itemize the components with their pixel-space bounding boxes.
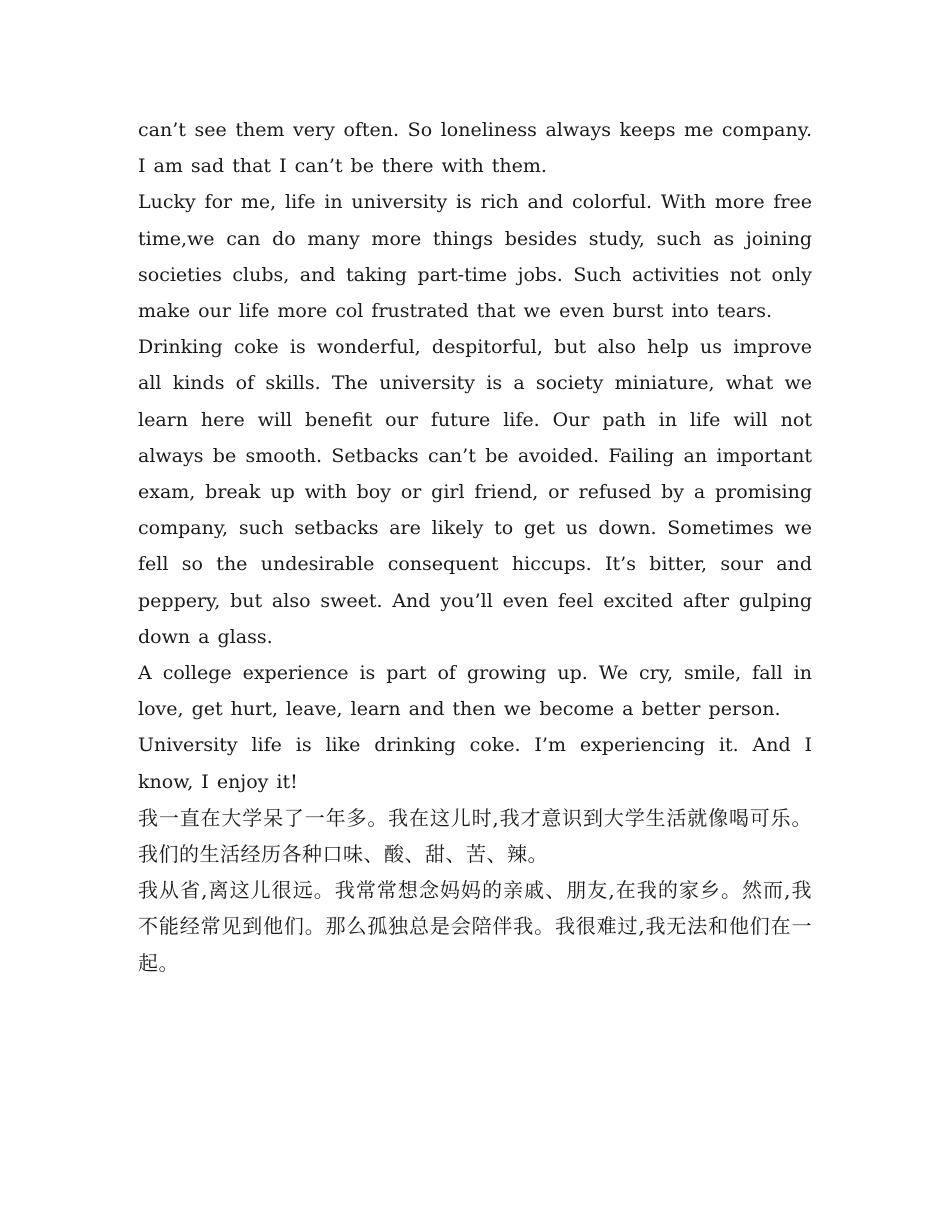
paragraph-chinese-2: 我从省,离这儿很远。我常常想念妈妈的亲戚、朋友,在我的家乡。然而,我不能经常见到他们。那么孤独总是会陪伴我。我很难过,我无法和他们在一起。 — [138, 878, 812, 975]
paragraph-conclusion: University life is like drinking coke. I’m experiencing it. And I know, I enjoy it! — [138, 734, 812, 793]
paragraph-growing-up: A college experience is part of growing up. We cry, smile, fall in love, get hurt, leave, learn and then we become a better person. — [138, 662, 812, 721]
document-page — [138, 112, 812, 981]
paragraph-chinese-1: 我一直在大学呆了一年多。我在这儿时,我才意识到大学生活就像喝可乐。我们的生活经历各种口味、酸、甜、苦、辣。 — [138, 805, 812, 867]
paragraph-loneliness: can’t see them very often. So loneliness always keeps me company. I am sad that I can’t be there with them. — [138, 119, 812, 178]
paragraph-university-life: Lucky for me, life in university is rich and colorful. With more free time,we can do many more things besides study, such as joining societies clubs, and taking part-time jobs. Such activities not only make our life more col frustrated that we even burst into tears. — [138, 191, 812, 323]
paragraph-drinking-coke: Drinking coke is wonderful, despitorful, but also help us improve all kinds of skills. The university is a society miniature, what we learn here will benefit our future life. Our path in life will not always be smooth. Setbacks can’t be avoided. Failing an important exam, break up with boy or girl friend, or refused by a promising company, such setbacks are likely to get us down. Sometimes we fell so the undesirable consequent hiccups. It’s bitter, sour and peppery, but also sweet. And you’ll even feel excited after gulping down a glass. — [138, 336, 812, 648]
